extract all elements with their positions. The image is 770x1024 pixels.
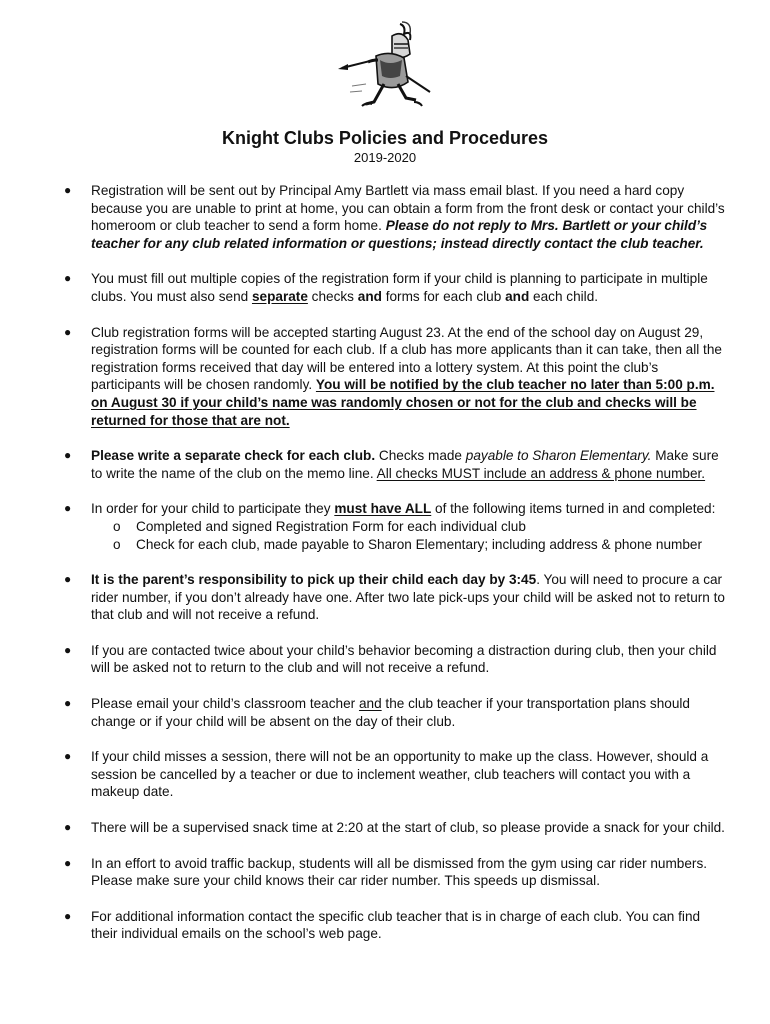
bullet: ● bbox=[64, 183, 72, 197]
item-text: forms for each club bbox=[381, 288, 506, 304]
item-text: Checks made bbox=[375, 448, 466, 464]
list-item bbox=[64, 500, 730, 553]
list-item bbox=[64, 571, 730, 624]
bullet: ● bbox=[64, 855, 72, 870]
bullet: ● bbox=[64, 696, 72, 711]
sub-bullet: o bbox=[113, 518, 121, 534]
item-emphasis: All checks MUST include an address & phone number. bbox=[376, 465, 706, 481]
item-emphasis: Please write a separate check for each club. bbox=[91, 448, 376, 464]
bullet: ● bbox=[64, 749, 72, 764]
item-emphasis: Please do not reply to Mrs. Bartlett or your child’s teacher for any club related information or questions; instead directly contact the club teacher. bbox=[91, 218, 708, 251]
item-text: Make sure to write the name of the club on the memo line. bbox=[91, 448, 719, 481]
bullet: ● bbox=[64, 271, 72, 286]
item-text: Registration will be sent out by Principal Amy Bartlett via mass email blast. If you need a hard copy because you are unable to print at home, you can obtain a form from the front desk or contact your child’s homeroom or club teacher to send a form home. bbox=[91, 183, 725, 234]
list-item bbox=[64, 908, 730, 943]
list-item bbox=[64, 642, 730, 677]
sub-list-item bbox=[113, 536, 730, 554]
item-emphasis: It is the parent’s responsibility to pick up their child each day by 3:45 bbox=[91, 572, 537, 588]
item-text: You must fill out multiple copies of the registration form if your child is planning to participate in multiple clubs. You must also send bbox=[91, 271, 708, 304]
list-item bbox=[64, 270, 730, 305]
sub-list-item bbox=[113, 518, 730, 536]
bullet: ● bbox=[64, 908, 72, 923]
bullet: ● bbox=[64, 572, 72, 587]
item-text: checks bbox=[307, 288, 358, 304]
item-emphasis: and bbox=[358, 696, 382, 712]
list-item bbox=[64, 447, 730, 482]
item-text: . You will need to procure a car rider number, if you don’t already have one. After two late pick-ups your child will be asked not to return to that club and will not receive a refund. bbox=[91, 572, 725, 623]
policies-list bbox=[0, 182, 770, 943]
item-emphasis: and bbox=[505, 288, 530, 304]
school-year: 2019-2020 bbox=[353, 150, 417, 165]
item-text: each child. bbox=[529, 288, 599, 304]
item-emphasis: payable to Sharon Elementary. bbox=[465, 448, 652, 464]
sub-list bbox=[91, 518, 730, 553]
list-item bbox=[64, 182, 730, 252]
page-title: Knight Clubs Policies and Procedures bbox=[221, 128, 549, 148]
list-item bbox=[64, 324, 730, 430]
item-text: In order for your child to participate they bbox=[91, 501, 335, 517]
item-emphasis: and bbox=[357, 288, 382, 304]
knight-mascot-icon bbox=[322, 20, 450, 120]
item-emphasis: must have ALL bbox=[334, 501, 432, 517]
sub-bullet: o bbox=[113, 536, 121, 552]
sub-item-text: Completed and signed Registration Form for each individual club bbox=[136, 518, 526, 534]
item-emphasis: separate bbox=[251, 288, 308, 304]
bullet: ● bbox=[64, 324, 72, 339]
bullet: ● bbox=[64, 642, 72, 657]
list-item bbox=[64, 695, 730, 730]
item-text: Club registration forms will be accepted starting August 23. At the end of the school day on August 29, registration forms will be counted for each club. If a club has more applicants than it can take, then all the registration forms received that day will be entered into a lottery system. At this point the club’s participants will be chosen randomly. bbox=[91, 324, 722, 393]
list-item bbox=[64, 819, 730, 837]
item-text: There will be a supervised snack time at 2:20 at the start of club, so please provide a snack for your child. bbox=[91, 820, 725, 836]
sub-item-text: Check for each club, made payable to Sharon Elementary; including address & phone number bbox=[136, 536, 702, 552]
bullet: ● bbox=[64, 820, 72, 835]
item-text: For additional information contact the specific club teacher that is in charge of each club. You can find their individual emails on the school’s web page. bbox=[91, 908, 701, 942]
item-text: If your child misses a session, there will not be an opportunity to make up the class. However, should a session be cancelled by a teacher or due to inclement weather, club teachers will contact you with a makeup date. bbox=[91, 749, 709, 800]
item-text: Please email your child’s classroom teacher bbox=[91, 696, 359, 712]
list-item bbox=[64, 855, 730, 890]
item-text: In an effort to avoid traffic backup, students will all be dismissed from the gym using car rider numbers. Please make sure your child knows their car rider number. This speeds up dismissal. bbox=[91, 855, 708, 889]
item-text: of the following items turned in and completed: bbox=[431, 501, 716, 517]
item-text: the club teacher if your transportation plans should change or if your child will be absent on the day of their club. bbox=[91, 696, 690, 729]
bullet: ● bbox=[64, 501, 72, 516]
list-item bbox=[64, 748, 730, 801]
item-text: If you are contacted twice about your child’s behavior becoming a distraction during club, then your child will be asked not to return to the club and will not receive a refund. bbox=[91, 642, 717, 676]
item-emphasis: You will be notified by the club teacher no later than 5:00 p.m. on August 30 if your child’s name was randomly chosen or not for the club and checks will be returned for those that are not. bbox=[91, 377, 715, 428]
bullet: ● bbox=[64, 448, 72, 463]
